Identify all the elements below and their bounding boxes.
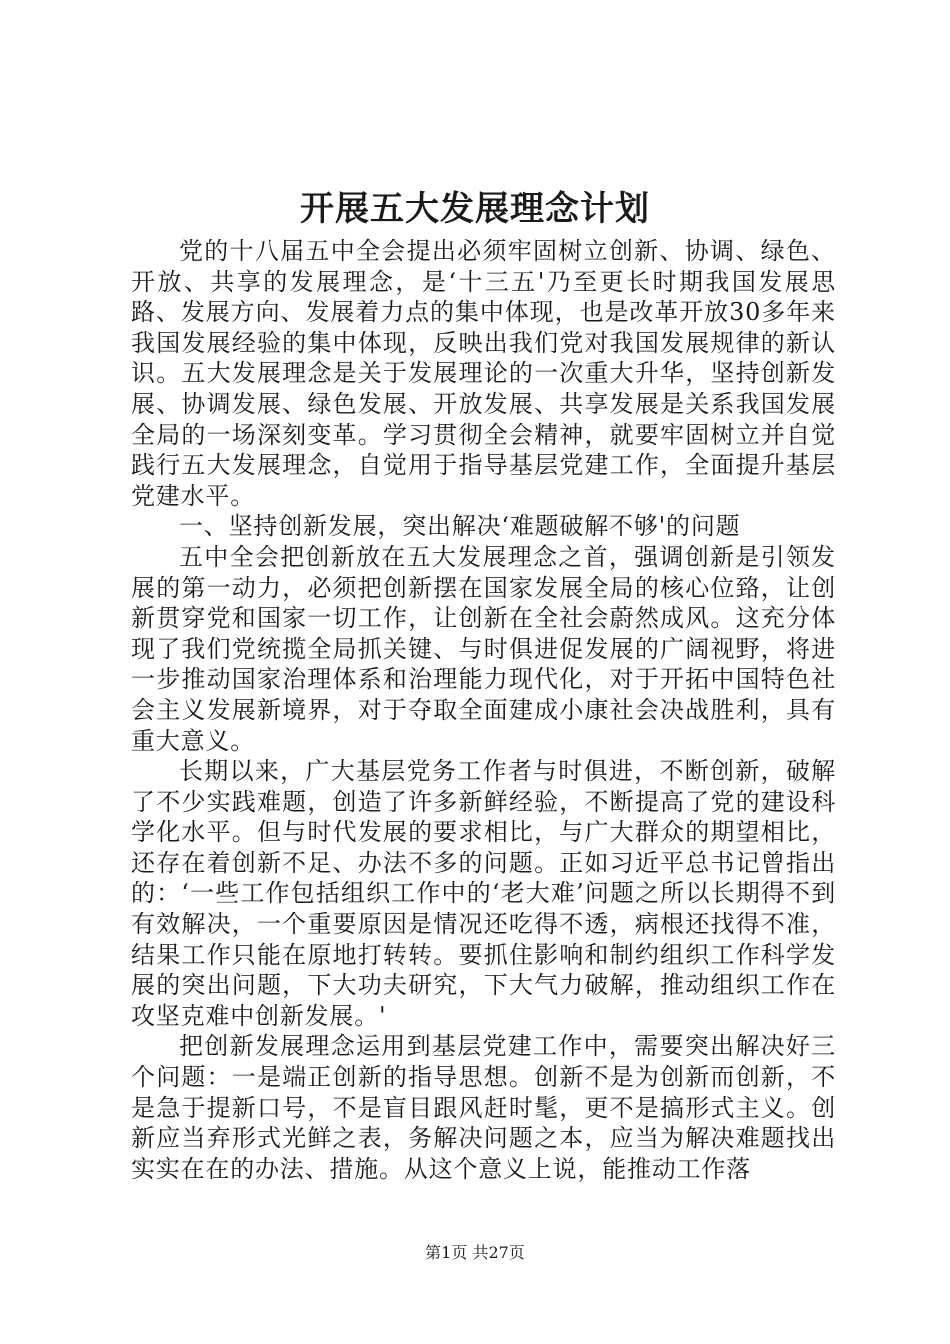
document-title: 开展五大发展理念计划 [300,189,650,229]
paragraph-long-term: 长期以来，广大基层党务工作者与时俱进，不断创新，破解了不少实践难题，创造了许多新鲜经验，不断提高了党的建设科学化水平。但与时代发展的要求相比，与广大群众的期望相比，还存在着创新不足、办法不多的问题。正如习近平总书记曾指出的：‘一些工作包括组织工作中的‘老大难’问题之所以长期得不到有效解决，一个重要原因是情况还吃得不透，病根还找得不准，结果工作只能在原地打转转。要抓住影响和制约组织工作科学发展的突出问题，下大功夫研究，下大气力破解，推动组织工作在攻坚克难中创新发展。' [131,757,836,1030]
paragraph-intro: 党的十八届五中全会提出必须牢固树立创新、协调、绿色、开放、共享的发展理念，是‘十三五'乃至更长时期我国发展思路、发展方向、发展着力点的集中体现，也是改革开放30多年来我国发展经验的集中体现，反映出我们党对我国发展规律的新认识。五大发展理念是关于发展理论的一次重大升华，坚持创新发展、协调发展、绿色发展、开放发展、共享发展是关系我国发展全局的一场深刻变革。学习贯彻全会精神，就要牢固树立并自觉践行五大发展理念，自觉用于指导基层党建工作，全面提升基层党建水平。 [131,237,836,510]
paragraph-application: 把创新发展理念运用到基层党建工作中，需要突出解决好三个问题：一是端正创新的指导思想。创新不是为创新而创新，不是急于提新口号，不是盲目跟风赶时髦，更不是搞形式主义。创新应当弃形式光鲜之表，务解决问题之本，应当为解决难题找出实实在在的办法、措施。从这个意义上说，能推动工作落 [131,1032,836,1183]
section-heading-1: 一、坚持创新发展，突出解决‘难题破解不够'的问题 [179,512,741,541]
paragraph-innovation: 五中全会把创新放在五大发展理念之首，强调创新是引领发展的第一动力，必须把创新摆在国家发展全局的核心位臵，让创新贯穿党和国家一切工作，让创新在全社会蔚然成风。这充分体现了我们党统揽全局抓关键、与时俱进促发展的广阔视野，将进一步推动国家治理体系和治理能力现代化，对于开拓中国特色社会主义发展新境界，对于夺取全面建成小康社会决战胜利，具有重大意义。 [131,542,836,755]
page-footer: 第1页 共27页 [425,1243,525,1262]
document-body [131,236,836,1184]
